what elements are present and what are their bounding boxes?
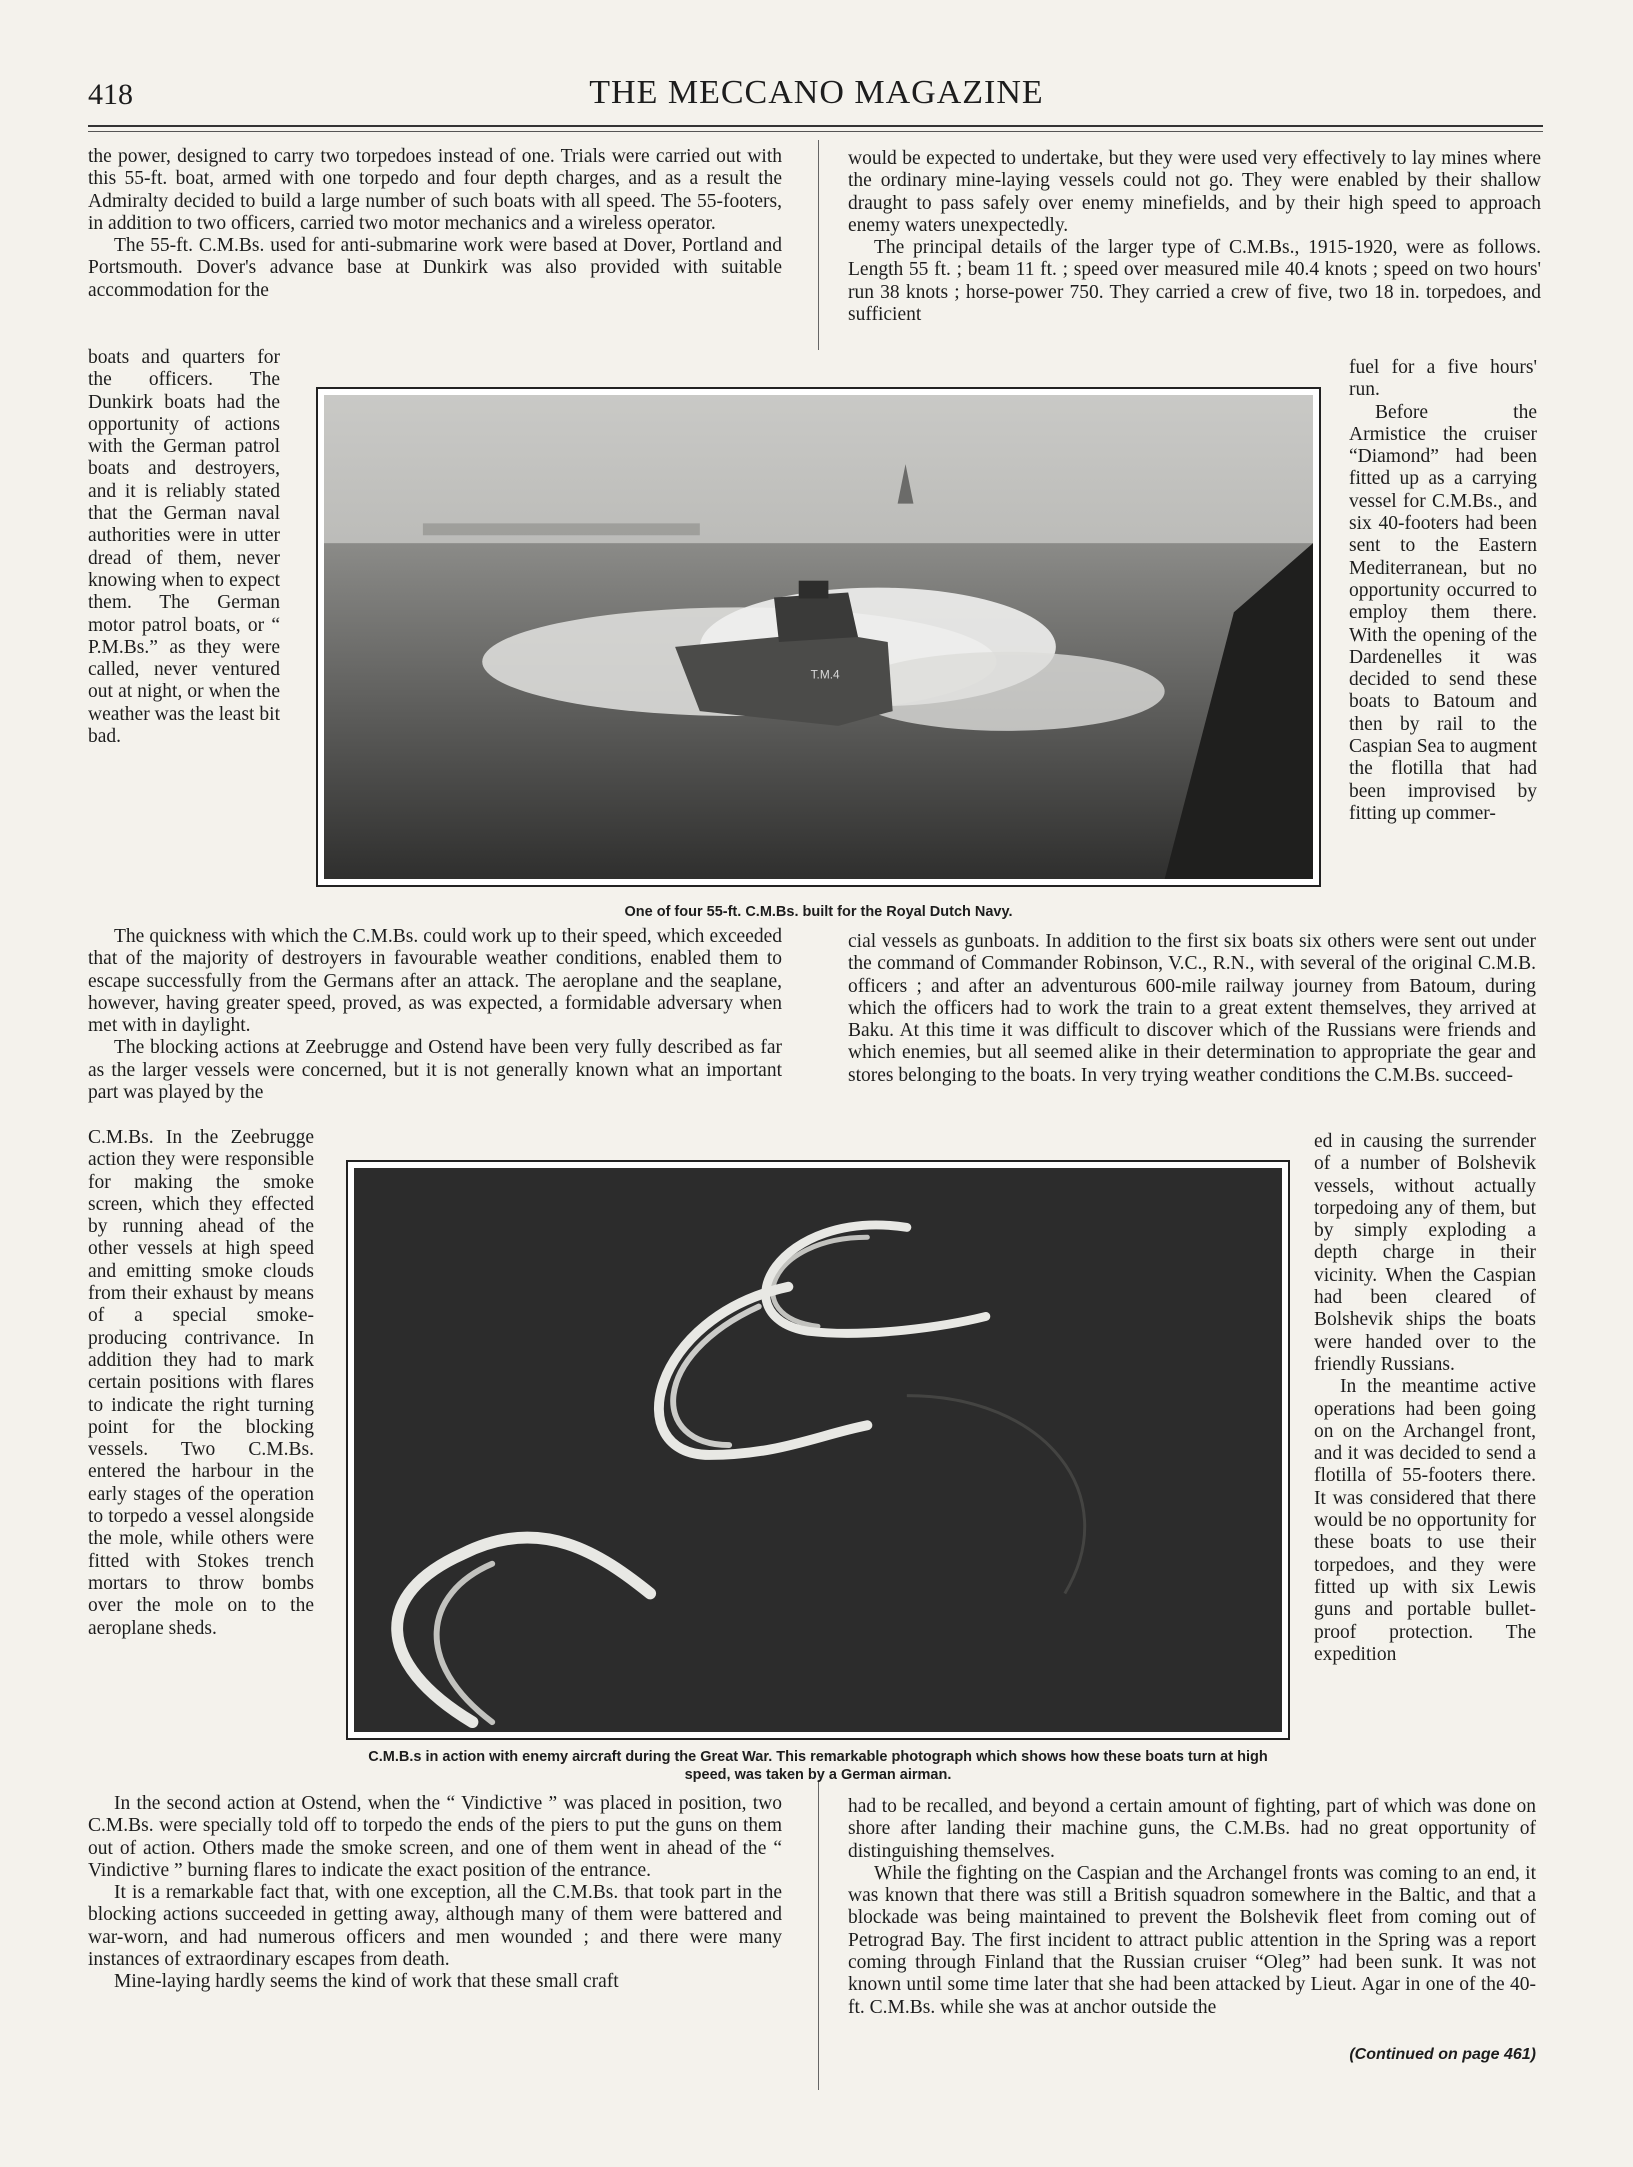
paragraph: While the fighting on the Caspian and the Archangel fronts was coming to an end, it was known that there was still a British squadron somewhere in the Baltic, and that a blockade was being maintained to prevent the Bolshevik fleet from coming out of Petrograd Bay. The first incident to attract public attention in the Spring was a report coming through Finland that the Russian cruiser “Oleg” had been sunk. It was not known until some time later that she had been attacked by Lieut. Agar in one of the 40-ft. C.M.Bs. while she was at anchor outside the (848, 1862, 1536, 2018)
header-rule (88, 125, 1543, 127)
paragraph: Mine-laying hardly seems the kind of work that these small craft (114, 1971, 619, 1993)
paragraph: C.M.Bs. In the Zeebrugge action they were responsible for making the smoke screen, which they effected by running ahead of the other vessels at high speed and emitting smoke clouds from their exhaust by means of a special smoke-producing contrivance. In addition they had to mark certain positions with flares to indicate the right turning point for the blocking vessels. Two C.M.Bs. entered the harbour in the early stages of the operation to torpedo a vessel alongside the mole, while others were fitted with Stokes trench mortars to throw bombs over the mole on to the aeroplane sheds. (88, 1127, 314, 1639)
paragraph: cial vessels as gunboats. In addition to the first six boats six others were sent out under the command of Commander Robinson, V.C., R.N., with several of the original C.M.B. officers ; and after an adventurous 600-mile railway journey from Batoum, during which the officers had to work the train to a great extent themselves, they arrived at Baku. At this time it was difficult to discover which of the Russians were friends and which enemies, but all seemed alike in their determination to appropriate the gear and stores belonging to the boats. In very trying weather conditions the C.M.Bs. succeed- (848, 931, 1536, 1086)
text-left-narrow-1 (88, 347, 280, 748)
paragraph: In the meantime active operations had been going on on the Archangel front, and it was decided to send a flotilla of 55-footers there. It was considered that there would be no opportunity for these boats to use their torpedoes, and they were fitted up with six Lewis guns and portable bullet-proof protection. The expedition (1314, 1376, 1536, 1665)
paragraph: had to be recalled, and beyond a certain amount of fighting, part of which was done on shore after landing their machine guns, the C.M.Bs. had no great opportunity of distinguishing themselves. (848, 1796, 1536, 1862)
paragraph: The principal details of the larger type of C.M.Bs., 1915-1920, were as follows. Length 55 ft. ; beam 11 ft. ; speed over measured mile 40.4 knots ; speed on two hours' run 38 knots ; horse-power 750. They carried a crew of five, two 18 in. torpedoes, and sufficient (848, 237, 1541, 326)
paragraph: The blocking actions at Zeebrugge and Ostend have been very fully described as far as the larger vessels were concerned, but it is not generally known what an important part was played by the (88, 1037, 782, 1104)
paragraph: would be expected to undertake, but they were used very effectively to lay mines where the ordinary mine-laying vessels could not go. They were enabled by their shallow draught to pass safely over enemy minefields, and by their high speed to approach enemy waters unexpectedly. (848, 148, 1541, 236)
paragraph: fuel for a five hours' run. (1349, 357, 1537, 401)
text-left-narrow-2 (88, 1127, 314, 1640)
text-left-bottom (88, 1793, 782, 1994)
page-header (0, 0, 1633, 135)
text-left-top (88, 146, 782, 302)
hull-marking: T.M.4 (810, 667, 840, 682)
aerial-wake-image (354, 1168, 1282, 1732)
text-right-top (848, 148, 1541, 326)
paragraph: the power, designed to carry two torpedoes instead of one. Trials were carried out with this 55-ft. boat, armed with one torpedo and four depth charges, and as a result the Admiralty decided to build a large number of such boats with all speed. The 55-footers, in addition to two officers, carried two motor mechanics and a wireless operator. (88, 146, 782, 234)
paragraph: It is a remarkable fact that, with one exception, all the C.M.Bs. that took part in the blocking actions succeeded in getting away, although many of them were battered and war-worn, and had numerous officers and men wounded ; and there were many instances of extraordinary escapes from death. (88, 1882, 782, 1971)
paragraph: The 55-ft. C.M.Bs. used for anti-submarine work were based at Dover, Portland and Portsmouth. Dover's advance base at Dunkirk was also provided with suitable accommodation for the (88, 235, 782, 301)
paragraph: The quickness with which the C.M.Bs. could work up to their speed, which exceeded that of the majority of destroyers in favourable weather conditions, enabled them to escape successfully from the Germans after an attack. The aeroplane and the seaplane, however, having greater speed, proved, as was expected, a formidable adversary when met with in daylight. (88, 926, 782, 1037)
aerial-wake-photo (346, 1160, 1290, 1740)
text-right-mid (848, 931, 1536, 1087)
page-number: 418 (88, 78, 133, 111)
text-right-narrow-2 (1314, 1131, 1536, 1666)
continued-note: (Continued on page 461) (1349, 2046, 1536, 2063)
column-divider (818, 140, 819, 350)
photo-caption: One of four 55-ft. C.M.Bs. built for the Royal Dutch Navy. (624, 904, 1013, 920)
paragraph: Before the Armistice the cruiser “Diamond” had been fitted up as a carrying vessel for C.M.Bs., and six 40-footers had been sent to the Eastern Mediterranean, but no opportunity occurred to employ them there. With the opening of the Dardenelles it was decided to send these boats to Batoum and then by rail to the Caspian Sea to augment the flotilla that had been improvised by fitting up commer- (1349, 401, 1537, 824)
column-divider (818, 1780, 819, 2090)
text-left-mid (88, 926, 782, 1104)
magazine-title: THE MECCANO MAGAZINE (589, 74, 1044, 111)
paragraph: ed in causing the surrender of a number of Bolshevik vessels, without actually torpedoing any of them, but by simply exploding a depth charge in their vicinity. When the Caspian had been cleared of Bolshevik ships the boats were handed over to the friendly Russians. (1314, 1131, 1536, 1375)
header-rule-thin (88, 131, 1543, 132)
text-right-narrow-1 (1349, 357, 1537, 825)
motor-boat-photo (316, 387, 1321, 887)
motor-boat-image (324, 395, 1313, 879)
photo-caption: C.M.B.s in action with enemy aircraft during the Great War. This remarkable photograph which shows how these boats turn at high speed, was taken by a German airman. (368, 1749, 1268, 1783)
paragraph: In the second action at Ostend, when the “ Vindictive ” was placed in position, two C.M.Bs. were specially told off to torpedo the ends of the piers to put the guns on them out of action. Others made the smoke screen, and one of them went in ahead of the “ Vindictive ” burning flares to indicate the exact position of the entrance. (88, 1793, 782, 1881)
paragraph: boats and quarters for the officers. The Dunkirk boats had the opportunity of actions with the German patrol boats and destroyers, and it is reliably stated that the German naval authorities were in utter dread of them, never knowing when to expect them. The German motor patrol boats, or “ P.M.Bs.” as they were called, never ventured out at night, or when the weather was the least bit bad. (88, 347, 280, 748)
text-right-bottom (848, 1796, 1536, 2019)
